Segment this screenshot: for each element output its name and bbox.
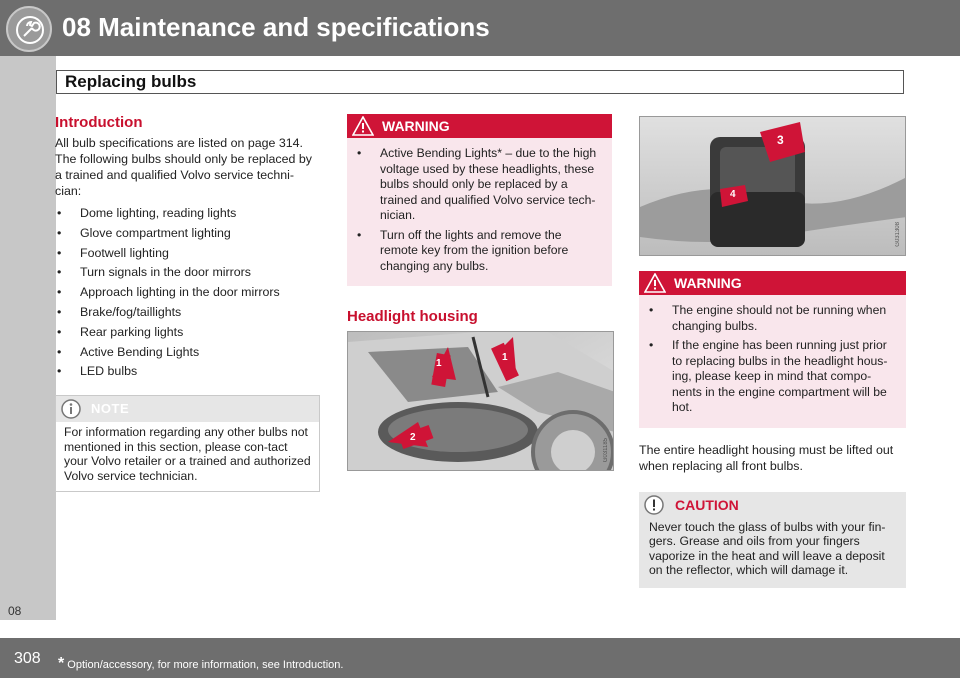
- list-item: • Brake/fog/taillights: [57, 304, 182, 319]
- headlight-connector-illustration: [639, 116, 906, 256]
- list-item: • Approach lighting in the door mirrors: [57, 285, 280, 300]
- note-box: [55, 395, 320, 492]
- warning-list: [347, 138, 612, 286]
- bullet: •: [57, 304, 62, 319]
- bullet: •: [57, 285, 62, 300]
- list-item: • LED bulbs: [57, 364, 138, 379]
- info-icon: [61, 399, 81, 424]
- figure-id: G031308: [895, 222, 901, 247]
- callout-3: 3: [777, 133, 784, 147]
- caution-text: Never touch the glass of bulbs with your fin-gers. Grease and oils from your fingers vaporize in the heat and will leave a deposit on the reflector, which will damage it.: [649, 519, 886, 577]
- list-item: • Glove compartment lighting: [57, 225, 231, 240]
- bullet: •: [57, 265, 62, 280]
- caution-box: [639, 492, 906, 588]
- list-item: • If the engine has been running just prior to replacing bulbs in the headlight hous-ing, please keep in mind that compo-nents in the engine compartment will be hot.: [649, 338, 888, 414]
- column-middle: [347, 114, 612, 471]
- footnote-star: *: [58, 655, 65, 672]
- note-text: For information regarding any other bulbs not mentioned in this section, please con-tact your Volvo retailer or a trained and authorized Volvo service technician.: [56, 422, 319, 491]
- column-left: [55, 114, 320, 492]
- bullet: •: [357, 227, 362, 242]
- bullet: •: [57, 245, 62, 260]
- bullet: •: [57, 344, 62, 359]
- warning-list: [639, 295, 906, 428]
- list-item: • Rear parking lights: [57, 324, 184, 339]
- list-item: • Turn off the lights and remove the remote key from the ignition before changing any bulbs.: [357, 227, 569, 273]
- introduction-heading: Introduction: [55, 114, 143, 131]
- headlight-housing-illustration: [347, 331, 614, 471]
- warning-label: WARNING: [382, 118, 450, 134]
- bullet: •: [357, 146, 362, 160]
- headlight-housing-heading: Headlight housing: [347, 308, 478, 325]
- figure-id: G031185: [603, 437, 609, 462]
- bullet: •: [57, 364, 62, 379]
- bullet: •: [57, 324, 62, 339]
- footnote: [58, 655, 343, 673]
- note-header: [56, 396, 319, 422]
- section-title: Replacing bulbs: [65, 72, 197, 91]
- list-item: • Active Bending Lights: [57, 344, 200, 359]
- warning-triangle-icon: [352, 116, 374, 141]
- chapter-number: 08: [8, 604, 22, 618]
- section-tab: [56, 70, 904, 94]
- list-item: • The engine should not be running when changing bulbs.: [649, 303, 887, 333]
- callout-1a: 1: [436, 358, 442, 369]
- list-item: • Footwell lighting: [57, 245, 169, 260]
- list-item: • Turn signals in the door mirrors: [57, 265, 252, 280]
- caution-exclamation-icon: [644, 495, 664, 520]
- caution-label: CAUTION: [675, 496, 739, 513]
- bullet: •: [57, 225, 62, 240]
- warning-label: WARNING: [674, 275, 742, 291]
- bullet: •: [649, 303, 654, 317]
- list-item: • Dome lighting, reading lights: [57, 206, 237, 220]
- warning-box: [347, 114, 612, 286]
- chapter-title: 08 Maintenance and specifications: [62, 12, 490, 42]
- callout-4: 4: [730, 189, 736, 200]
- footnote-text: Option/accessory, for more information, see Introduction.: [67, 659, 344, 671]
- housing-paragraph: The entire headlight housing must be lifted out when replacing all front bulbs.: [639, 442, 894, 473]
- bulb-list: [55, 205, 320, 379]
- warning-box: [639, 271, 906, 428]
- warning-header: [347, 114, 612, 138]
- warning-triangle-icon: [644, 273, 666, 298]
- bullet: •: [649, 338, 654, 352]
- bullet: •: [57, 206, 62, 220]
- list-item: • Active Bending Lights* – due to the high voltage used by these headlights, these bulbs should only be replaced by a trained and qualified Volvo service tech-nician.: [357, 146, 597, 222]
- chapter-side-strip: [0, 56, 56, 620]
- warning-header: [639, 271, 906, 295]
- column-right: [639, 116, 906, 588]
- callout-1b: 1: [502, 352, 508, 363]
- callout-2: 2: [410, 432, 416, 443]
- note-label: NOTE: [91, 401, 130, 417]
- introduction-text: All bulb specifications are listed on page 314. The following bulbs should only be replaced by a trained and qualified Volvo service techni-cian:: [55, 136, 312, 198]
- page-number: 308: [14, 650, 41, 667]
- maintenance-wrench-icon: [6, 6, 52, 52]
- caution-header: [639, 492, 906, 518]
